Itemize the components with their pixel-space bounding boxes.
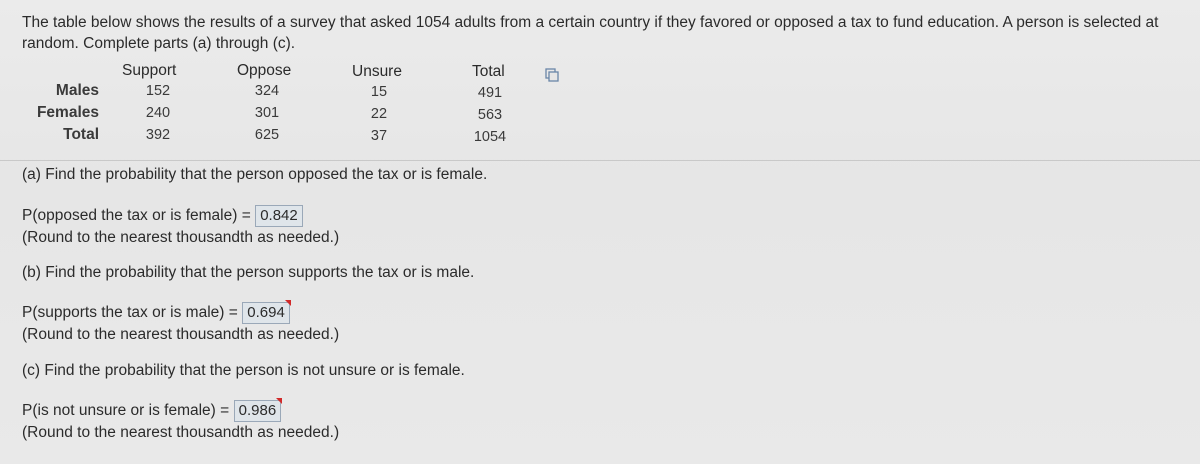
table-cell: 22 xyxy=(370,106,388,122)
answer-field-a[interactable] xyxy=(255,205,303,227)
table-cell: 15 xyxy=(370,84,388,100)
answer-field-b[interactable] xyxy=(242,302,290,324)
incorrect-flag-icon xyxy=(276,398,282,404)
rounding-note-c: (Round to the nearest thousandth as needed.) xyxy=(22,424,340,441)
table-cell: 324 xyxy=(254,83,280,99)
answer-label-c: P(is not unsure or is female) = xyxy=(22,402,230,419)
table-cell: 491 xyxy=(477,85,503,101)
answer-value-b: 0.694 xyxy=(247,304,285,321)
row-label-total: Total xyxy=(63,126,99,143)
answer-label-a: P(opposed the tax or is female) = xyxy=(22,207,251,224)
incorrect-flag-icon xyxy=(285,300,291,306)
answer-value-a: 0.842 xyxy=(260,207,298,224)
copy-icon[interactable] xyxy=(545,68,559,82)
col-header-total: Total xyxy=(472,63,505,80)
table-cell: 37 xyxy=(370,128,388,144)
rounding-note-b: (Round to the nearest thousandth as needed.) xyxy=(22,326,340,343)
problem-intro: The table below shows the results of a survey that asked 1054 adults from a certain country if they favored or opposed a tax to fund education. A person is selected at random. Complete parts (a) through (c). xyxy=(22,14,1159,52)
rounding-note-a: (Round to the nearest thousandth as needed.) xyxy=(22,229,340,246)
table-cell: 240 xyxy=(145,105,171,121)
table-cell: 1054 xyxy=(473,129,507,145)
table-cell: 392 xyxy=(145,127,171,143)
row-label-females: Females xyxy=(36,104,99,121)
divider xyxy=(0,160,1200,161)
table-cell: 563 xyxy=(477,107,503,123)
table-cell: 301 xyxy=(254,105,280,121)
table-cell: 152 xyxy=(145,83,171,99)
question-c: (c) Find the probability that the person is not unsure or is female. xyxy=(22,362,465,379)
col-header-oppose: Oppose xyxy=(237,62,292,79)
answer-label-b: P(supports the tax or is male) = xyxy=(22,304,238,321)
question-a: (a) Find the probability that the person opposed the tax or is female. xyxy=(22,166,488,183)
col-header-support: Support xyxy=(122,62,177,79)
row-label-males: Males xyxy=(55,82,99,99)
answer-field-c[interactable] xyxy=(234,400,282,422)
table-cell: 625 xyxy=(254,127,280,143)
col-header-unsure: Unsure xyxy=(352,63,402,80)
answer-value-c: 0.986 xyxy=(238,402,277,419)
question-b: (b) Find the probability that the person supports the tax or is male. xyxy=(22,264,475,281)
